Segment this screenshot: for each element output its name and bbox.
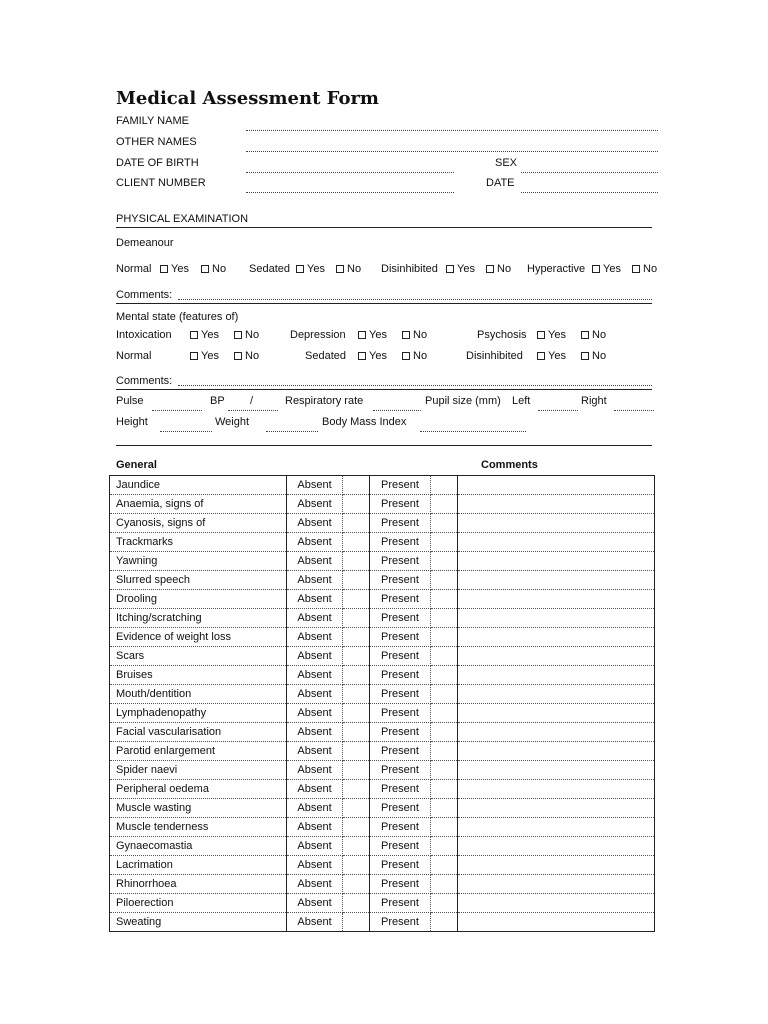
- present-mark-cell[interactable]: [431, 552, 458, 571]
- absent-label: Absent: [287, 837, 343, 856]
- table-row: [110, 647, 655, 666]
- present-label: Present: [370, 856, 431, 875]
- mental-depression-no[interactable]: No: [402, 329, 427, 341]
- present-mark-cell[interactable]: [431, 571, 458, 590]
- absent-label: Absent: [287, 856, 343, 875]
- absent-mark-cell[interactable]: [343, 685, 370, 704]
- table-row: [110, 552, 655, 571]
- checkbox-icon[interactable]: [201, 265, 209, 273]
- comment-cell[interactable]: [458, 799, 655, 818]
- table-row: [110, 780, 655, 799]
- present-label: Present: [370, 647, 431, 666]
- absent-mark-cell[interactable]: [343, 894, 370, 913]
- comment-cell[interactable]: [458, 761, 655, 780]
- present-label: Present: [370, 780, 431, 799]
- respiratory-rate-label: Respiratory rate: [285, 395, 364, 407]
- demeanour-hyperactive-yes[interactable]: Yes: [592, 263, 621, 275]
- general-heading: General: [116, 459, 157, 471]
- finding-label: Piloerection: [110, 894, 287, 913]
- checkbox-icon[interactable]: [537, 352, 545, 360]
- comment-cell[interactable]: [458, 552, 655, 571]
- mental-normal-yes[interactable]: Yes: [190, 350, 219, 362]
- demeanour-normal-no[interactable]: No: [201, 263, 226, 275]
- family-name-field[interactable]: [246, 130, 658, 131]
- finding-label: Anaemia, signs of: [110, 495, 287, 514]
- absent-mark-cell[interactable]: [343, 837, 370, 856]
- present-mark-cell[interactable]: [431, 533, 458, 552]
- table-row: [110, 875, 655, 894]
- present-label: Present: [370, 723, 431, 742]
- present-label: Present: [370, 685, 431, 704]
- absent-label: Absent: [287, 704, 343, 723]
- absent-label: Absent: [287, 495, 343, 514]
- bp-slash: /: [250, 395, 254, 407]
- absent-mark-cell[interactable]: [343, 780, 370, 799]
- comment-cell[interactable]: [458, 856, 655, 875]
- present-mark-cell[interactable]: [431, 647, 458, 666]
- pupil-size-label: Pupil size (mm): [425, 395, 501, 407]
- mental-disinhibited-yes[interactable]: Yes: [537, 350, 566, 362]
- finding-label: Muscle wasting: [110, 799, 287, 818]
- present-label: Present: [370, 913, 431, 932]
- present-mark-cell[interactable]: [431, 761, 458, 780]
- present-label: Present: [370, 571, 431, 590]
- checkbox-icon[interactable]: [160, 265, 168, 273]
- present-mark-cell[interactable]: [431, 818, 458, 837]
- finding-label: Scars: [110, 647, 287, 666]
- present-label: Present: [370, 552, 431, 571]
- checkbox-icon[interactable]: [190, 331, 198, 339]
- absent-label: Absent: [287, 571, 343, 590]
- demeanour-heading: Demeanour: [116, 237, 174, 249]
- absent-mark-cell[interactable]: [343, 609, 370, 628]
- finding-label: Bruises: [110, 666, 287, 685]
- present-label: Present: [370, 818, 431, 837]
- comment-cell[interactable]: [458, 476, 655, 495]
- absent-mark-cell[interactable]: [343, 761, 370, 780]
- finding-label: Facial vascularisation: [110, 723, 287, 742]
- mental-sedated-yes[interactable]: Yes: [358, 350, 387, 362]
- comment-cell[interactable]: [458, 647, 655, 666]
- checkbox-icon[interactable]: [234, 331, 242, 339]
- table-row: [110, 666, 655, 685]
- checkbox-icon[interactable]: [632, 265, 640, 273]
- present-mark-cell[interactable]: [431, 856, 458, 875]
- comment-cell[interactable]: [458, 628, 655, 647]
- present-mark-cell[interactable]: [431, 780, 458, 799]
- page-title: Medical Assessment Form: [116, 88, 379, 109]
- present-label: Present: [370, 761, 431, 780]
- sex-label: SEX: [495, 157, 518, 169]
- table-row: [110, 685, 655, 704]
- absent-label: Absent: [287, 476, 343, 495]
- comment-cell[interactable]: [458, 685, 655, 704]
- table-row: [110, 476, 655, 495]
- demeanour-normal-yes[interactable]: Yes: [160, 263, 189, 275]
- other-names-field[interactable]: [246, 151, 658, 152]
- finding-label: Drooling: [110, 590, 287, 609]
- comment-cell[interactable]: [458, 875, 655, 894]
- absent-label: Absent: [287, 647, 343, 666]
- absent-label: Absent: [287, 628, 343, 647]
- finding-label: Gynaecomastia: [110, 837, 287, 856]
- table-row: [110, 571, 655, 590]
- comment-cell[interactable]: [458, 742, 655, 761]
- absent-label: Absent: [287, 533, 343, 552]
- date-field[interactable]: [521, 192, 658, 193]
- finding-label: Cyanosis, signs of: [110, 514, 287, 533]
- comment-cell[interactable]: [458, 514, 655, 533]
- mental-depression-yes[interactable]: Yes: [358, 329, 387, 341]
- mental-depression-label: Depression: [290, 329, 346, 341]
- absent-label: Absent: [287, 799, 343, 818]
- table-row: [110, 628, 655, 647]
- client-number-label: CLIENT NUMBER: [116, 177, 206, 189]
- comment-cell[interactable]: [458, 894, 655, 913]
- pupil-right-field[interactable]: [614, 410, 654, 411]
- mental-normal-label: Normal: [116, 350, 152, 362]
- comment-cell[interactable]: [458, 533, 655, 552]
- absent-label: Absent: [287, 818, 343, 837]
- checkbox-icon[interactable]: [402, 331, 410, 339]
- absent-mark-cell[interactable]: [343, 666, 370, 685]
- table-row: [110, 913, 655, 932]
- weight-label: Weight: [215, 416, 250, 428]
- table-row: [110, 856, 655, 875]
- finding-label: Sweating: [110, 913, 287, 932]
- table-row: [110, 742, 655, 761]
- present-label: Present: [370, 799, 431, 818]
- finding-label: Parotid enlargement: [110, 742, 287, 761]
- section-divider: [116, 227, 652, 228]
- table-row: [110, 761, 655, 780]
- checkbox-icon[interactable]: [336, 265, 344, 273]
- present-label: Present: [370, 894, 431, 913]
- mental-psychosis-yes[interactable]: Yes: [537, 329, 566, 341]
- absent-label: Absent: [287, 780, 343, 799]
- absent-label: Absent: [287, 552, 343, 571]
- absent-mark-cell[interactable]: [343, 799, 370, 818]
- present-label: Present: [370, 837, 431, 856]
- comment-cell[interactable]: [458, 818, 655, 837]
- comment-cell[interactable]: [458, 837, 655, 856]
- comment-cell[interactable]: [458, 780, 655, 799]
- comment-cell[interactable]: [458, 609, 655, 628]
- mental-psychosis-no[interactable]: No: [581, 329, 606, 341]
- table-row: [110, 590, 655, 609]
- absent-mark-cell[interactable]: [343, 571, 370, 590]
- checkbox-icon[interactable]: [581, 331, 589, 339]
- demeanour-sedated-yes[interactable]: Yes: [296, 263, 325, 275]
- finding-label: Evidence of weight loss: [110, 628, 287, 647]
- checkbox-icon[interactable]: [592, 265, 600, 273]
- absent-mark-cell[interactable]: [343, 647, 370, 666]
- demeanour-normal-label: Normal: [116, 263, 152, 275]
- present-mark-cell[interactable]: [431, 742, 458, 761]
- absent-label: Absent: [287, 875, 343, 894]
- demeanour-comments-field[interactable]: [178, 299, 652, 300]
- absent-label: Absent: [287, 742, 343, 761]
- section-divider: [116, 303, 652, 304]
- present-mark-cell[interactable]: [431, 913, 458, 932]
- mental-comments-field[interactable]: [178, 385, 652, 386]
- present-mark-cell[interactable]: [431, 799, 458, 818]
- mental-sedated-label: Sedated: [305, 350, 346, 362]
- comment-cell[interactable]: [458, 723, 655, 742]
- absent-label: Absent: [287, 609, 343, 628]
- finding-label: Rhinorrhoea: [110, 875, 287, 894]
- mental-intoxication-yes[interactable]: Yes: [190, 329, 219, 341]
- absent-label: Absent: [287, 666, 343, 685]
- bmi-label: Body Mass Index: [322, 416, 407, 428]
- demeanour-disinhibited-yes[interactable]: Yes: [446, 263, 475, 275]
- absent-label: Absent: [287, 761, 343, 780]
- present-label: Present: [370, 628, 431, 647]
- comments-label: Comments:: [116, 289, 173, 301]
- checkbox-icon[interactable]: [537, 331, 545, 339]
- demeanour-sedated-label: Sedated: [249, 263, 290, 275]
- present-label: Present: [370, 875, 431, 894]
- finding-label: Slurred speech: [110, 571, 287, 590]
- checkbox-icon[interactable]: [234, 352, 242, 360]
- checkbox-icon[interactable]: [358, 352, 366, 360]
- present-label: Present: [370, 609, 431, 628]
- mental-normal-no[interactable]: No: [234, 350, 259, 362]
- comment-cell[interactable]: [458, 571, 655, 590]
- comment-cell[interactable]: [458, 704, 655, 723]
- mental-psychosis-label: Psychosis: [477, 329, 527, 341]
- date-of-birth-field[interactable]: [246, 172, 454, 173]
- absent-label: Absent: [287, 685, 343, 704]
- present-mark-cell[interactable]: [431, 704, 458, 723]
- present-mark-cell[interactable]: [431, 590, 458, 609]
- finding-label: Yawning: [110, 552, 287, 571]
- present-label: Present: [370, 704, 431, 723]
- demeanour-disinhibited-no[interactable]: No: [486, 263, 511, 275]
- checkbox-icon[interactable]: [486, 265, 494, 273]
- absent-mark-cell[interactable]: [343, 628, 370, 647]
- present-mark-cell[interactable]: [431, 495, 458, 514]
- absent-label: Absent: [287, 514, 343, 533]
- demeanour-sedated-no[interactable]: No: [336, 263, 361, 275]
- finding-label: Muscle tenderness: [110, 818, 287, 837]
- date-of-birth-label: DATE OF BIRTH: [116, 157, 199, 169]
- absent-mark-cell[interactable]: [343, 552, 370, 571]
- checkbox-icon[interactable]: [190, 352, 198, 360]
- finding-label: Jaundice: [110, 476, 287, 495]
- present-mark-cell[interactable]: [431, 894, 458, 913]
- section-divider: [116, 389, 652, 390]
- table-row: [110, 837, 655, 856]
- present-mark-cell[interactable]: [431, 514, 458, 533]
- pulse-label: Pulse: [116, 395, 144, 407]
- table-row: [110, 609, 655, 628]
- mental-intoxication-no[interactable]: No: [234, 329, 259, 341]
- mental-disinhibited-no[interactable]: No: [581, 350, 606, 362]
- present-label: Present: [370, 742, 431, 761]
- table-row: [110, 818, 655, 837]
- checkbox-icon[interactable]: [402, 352, 410, 360]
- present-label: Present: [370, 495, 431, 514]
- height-field[interactable]: [160, 431, 212, 432]
- comments-label: Comments:: [116, 375, 173, 387]
- other-names-label: OTHER NAMES: [116, 136, 197, 148]
- mental-intoxication-label: Intoxication: [116, 329, 172, 341]
- table-row: [110, 723, 655, 742]
- table-row: [110, 533, 655, 552]
- absent-label: Absent: [287, 723, 343, 742]
- absent-mark-cell[interactable]: [343, 495, 370, 514]
- absent-mark-cell[interactable]: [343, 856, 370, 875]
- table-row: [110, 894, 655, 913]
- absent-mark-cell[interactable]: [343, 533, 370, 552]
- pupil-right-label: Right: [581, 395, 607, 407]
- absent-mark-cell[interactable]: [343, 818, 370, 837]
- general-findings-table: [109, 475, 655, 932]
- present-mark-cell[interactable]: [431, 685, 458, 704]
- demeanour-hyperactive-label: Hyperactive: [527, 263, 586, 275]
- comment-cell[interactable]: [458, 666, 655, 685]
- present-label: Present: [370, 666, 431, 685]
- finding-label: Peripheral oedema: [110, 780, 287, 799]
- table-row: [110, 514, 655, 533]
- absent-label: Absent: [287, 894, 343, 913]
- absent-mark-cell[interactable]: [343, 590, 370, 609]
- present-mark-cell[interactable]: [431, 476, 458, 495]
- height-label: Height: [116, 416, 148, 428]
- present-label: Present: [370, 590, 431, 609]
- present-mark-cell[interactable]: [431, 628, 458, 647]
- absent-mark-cell[interactable]: [343, 913, 370, 932]
- absent-mark-cell[interactable]: [343, 742, 370, 761]
- comment-cell[interactable]: [458, 590, 655, 609]
- bp-field[interactable]: [228, 410, 278, 411]
- absent-label: Absent: [287, 590, 343, 609]
- absent-mark-cell[interactable]: [343, 514, 370, 533]
- present-mark-cell[interactable]: [431, 837, 458, 856]
- finding-label: Trackmarks: [110, 533, 287, 552]
- absent-mark-cell[interactable]: [343, 723, 370, 742]
- physical-examination-heading: PHYSICAL EXAMINATION: [116, 213, 249, 225]
- absent-mark-cell[interactable]: [343, 704, 370, 723]
- mental-disinhibited-label: Disinhibited: [466, 350, 523, 362]
- present-mark-cell[interactable]: [431, 666, 458, 685]
- absent-mark-cell[interactable]: [343, 476, 370, 495]
- present-mark-cell[interactable]: [431, 875, 458, 894]
- finding-label: Spider naevi: [110, 761, 287, 780]
- checkbox-icon[interactable]: [446, 265, 454, 273]
- present-mark-cell[interactable]: [431, 609, 458, 628]
- pupil-left-label: Left: [512, 395, 531, 407]
- absent-mark-cell[interactable]: [343, 875, 370, 894]
- pupil-left-field[interactable]: [538, 410, 578, 411]
- present-label: Present: [370, 533, 431, 552]
- family-name-label: FAMILY NAME: [116, 115, 189, 127]
- weight-field[interactable]: [266, 431, 318, 432]
- mental-state-heading: Mental state (features of): [116, 311, 239, 323]
- table-row: [110, 495, 655, 514]
- finding-label: Mouth/dentition: [110, 685, 287, 704]
- checkbox-icon[interactable]: [581, 352, 589, 360]
- date-label: DATE: [486, 177, 515, 189]
- present-label: Present: [370, 476, 431, 495]
- mental-sedated-no[interactable]: No: [402, 350, 427, 362]
- absent-label: Absent: [287, 913, 343, 932]
- present-label: Present: [370, 514, 431, 533]
- checkbox-icon[interactable]: [358, 331, 366, 339]
- demeanour-hyperactive-no[interactable]: No: [632, 263, 657, 275]
- finding-label: Lymphadenopathy: [110, 704, 287, 723]
- respiratory-rate-field[interactable]: [373, 410, 421, 411]
- comment-cell[interactable]: [458, 913, 655, 932]
- checkbox-icon[interactable]: [296, 265, 304, 273]
- table-row: [110, 799, 655, 818]
- present-mark-cell[interactable]: [431, 723, 458, 742]
- comment-cell[interactable]: [458, 495, 655, 514]
- table-row: [110, 704, 655, 723]
- client-number-field[interactable]: [246, 192, 454, 193]
- bp-label: BP: [210, 395, 225, 407]
- finding-label: Lacrimation: [110, 856, 287, 875]
- pulse-field[interactable]: [152, 410, 202, 411]
- finding-label: Itching/scratching: [110, 609, 287, 628]
- demeanour-disinhibited-label: Disinhibited: [381, 263, 438, 275]
- comments-heading: Comments: [481, 459, 538, 471]
- bmi-field[interactable]: [420, 431, 526, 432]
- section-divider: [116, 445, 652, 446]
- sex-field[interactable]: [521, 172, 658, 173]
